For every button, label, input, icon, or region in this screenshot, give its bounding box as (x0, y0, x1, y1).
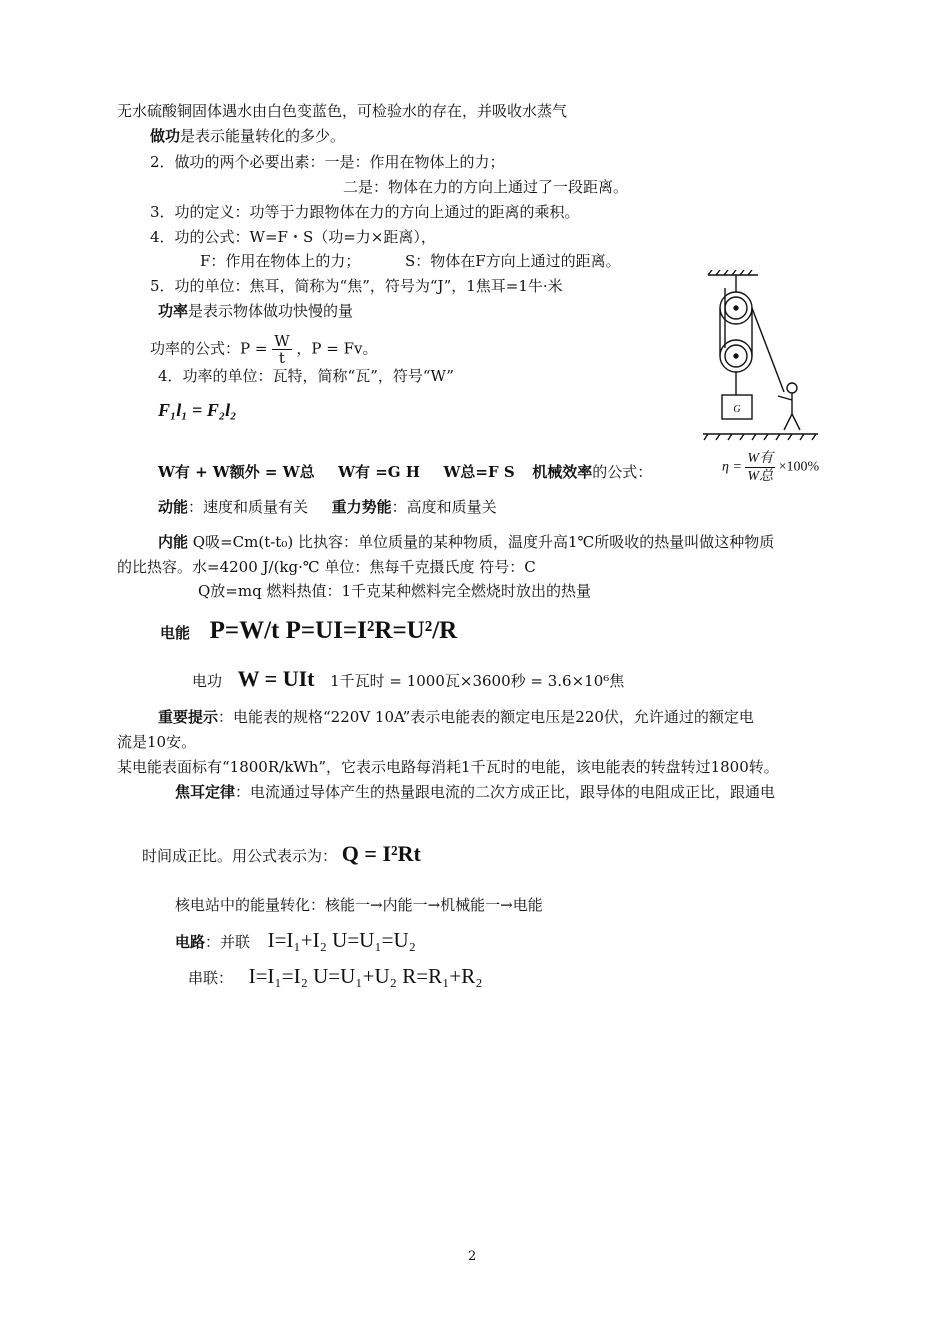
text-line: 4．功率的单位：瓦特，简称“瓦”，符号“W” (158, 367, 454, 385)
text-line (150, 126, 345, 146)
text-span: 时间成正比。用公式表示为： (142, 847, 338, 865)
text-span: 的公式： (592, 463, 653, 481)
eta-symbol: η = (722, 459, 742, 475)
formula: W = UIt (237, 666, 315, 691)
numerator: W有 (747, 451, 774, 466)
text-span: 1千瓦时 = 1000瓦×3600秒 = 3.6×10⁶焦 (330, 672, 625, 690)
text-span: 功率的公式：P = (150, 339, 268, 358)
text-span: ：速度和质量有关 (188, 498, 309, 516)
fraction (745, 450, 775, 485)
term-electric-energy: 电能 (160, 624, 191, 642)
power-formula (150, 333, 378, 366)
series-circuit-line (188, 962, 483, 992)
electric-energy-line (160, 614, 457, 650)
numerator: W (274, 332, 290, 350)
denominator: W总 (747, 469, 774, 484)
efficiency-line (158, 462, 652, 482)
electric-work-line (192, 664, 624, 696)
lever-formula: F₁l₁ = F₂l₂ (158, 400, 237, 420)
text-span: Q吸=Cm(t-t₀) 比执容：单位质量的某种物质，温度升高1℃所吸收的热量叫做这种物质 (192, 533, 775, 551)
term-tip: 重要提示 (158, 708, 219, 726)
joule-formula-line (142, 838, 421, 872)
text-line: Q放=mq 燃料热值：1千克某种燃料完全燃烧时放出的热量 (198, 582, 592, 600)
text-span: ×100% (778, 459, 820, 475)
text-line (158, 301, 353, 321)
energy-line (158, 497, 497, 517)
text-line (175, 782, 775, 802)
text-span: F：作用在物体上的力； (200, 252, 361, 270)
parallel-circuit-line (175, 926, 416, 956)
text-line (200, 251, 360, 271)
text-span: W总=F S (443, 463, 515, 481)
term-internal: 内能 (158, 533, 189, 551)
text-span: W有 + W额外 = W总 (158, 463, 315, 481)
term-electric-work: 电功 (192, 672, 223, 690)
term-joule-law: 焦耳定律 (175, 783, 236, 801)
text-line (158, 532, 774, 552)
formula: I=I₁+I₂ U=U₁=U₂ (267, 928, 416, 952)
text-span: S：物体在F方向上通过的距离。 (405, 252, 621, 270)
term-potential: 重力势能 (331, 498, 392, 516)
text-span: ：电能表的规格“220V 10A”表示电能表的额定电压是220伏，允许通过的额定电 (218, 708, 754, 726)
text-span: ，P = Fv。 (296, 339, 378, 358)
text-span: ：电流通过导体产生的热量跟电流的二次方成正比，跟导体的电阻成正比，跟通电 (235, 783, 776, 801)
text-line (405, 251, 621, 271)
formula: P=W/t P=UI=I²R=U²/R (209, 617, 458, 644)
text-span: ：高度和质量关 (391, 498, 497, 516)
text-line: 4．功的公式：W=F・S（功=力×距离）， (150, 228, 436, 246)
text-line: 无水硫酸铜固体遇水由白色变蓝色，可检验水的存在，并吸收水蒸气 (117, 102, 568, 120)
text-line: 2．做功的两个必要出素：一是：作用在物体上的力； (150, 153, 505, 171)
text-span: 是表示物体做功快慢的量 (188, 302, 354, 320)
term-efficiency: 机械效率 (532, 463, 593, 481)
formula: I=I₁=I₂ U=U₁+U₂ R=R₁+R₂ (248, 964, 483, 988)
text-line: 二是：物体在力的方向上通过了一段距离。 (343, 178, 629, 196)
fraction (272, 333, 291, 366)
term-work: 做功 (150, 127, 181, 145)
text-line: 的比热容。水=4200 J/(kg·℃ 单位：焦每千克摄氏度 符号：C (117, 558, 536, 576)
term-kinetic: 动能 (158, 498, 189, 516)
text-span: ：并联 (205, 933, 251, 951)
text-line (158, 707, 754, 727)
term-circuit: 电路 (175, 933, 206, 951)
text-line: 5．功的单位：焦耳，简称为“焦”，符号为“J”，1焦耳=1牛·米 (150, 277, 563, 295)
text-span: 是表示能量转化的多少。 (180, 127, 346, 145)
block-label: G (733, 404, 741, 415)
text-span: 串联： (188, 969, 234, 987)
text-line: 3．功的定义：功等于力跟物体在力的方向上通过的距离的乘积。 (150, 203, 580, 221)
text-span: W有 =G H (338, 463, 420, 481)
text-line: 核电站中的能量转化：核能一→内能一→机械能一→电能 (175, 896, 543, 914)
text-line: 某电能表面标有“1800R/kWh”，它表示电路每消耗1千瓦时的电能，该电能表的转盘转过1800转。 (117, 758, 779, 776)
denominator: t (278, 349, 285, 367)
efficiency-formula (722, 450, 819, 485)
text-line: 流是10安。 (117, 733, 197, 751)
term-power: 功率 (158, 302, 189, 320)
formula: Q = I²Rt (341, 841, 421, 866)
page-number: 2 (468, 1249, 477, 1264)
